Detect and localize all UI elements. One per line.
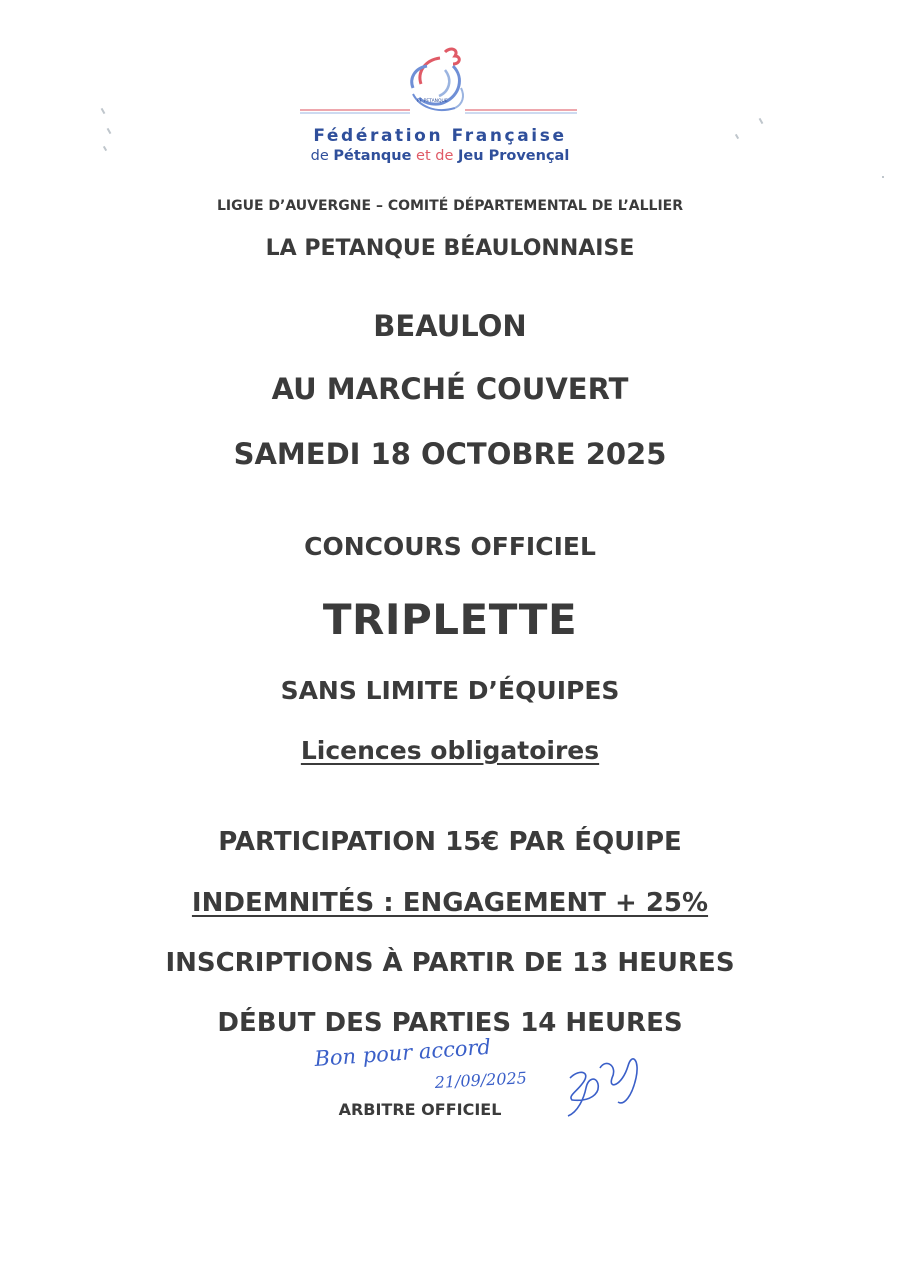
club-name: LA PETANQUE BÉAULONNAISE	[265, 236, 635, 261]
event-venue: AU MARCHÉ COUVERT	[271, 372, 629, 406]
logo-small-text: FF PETANQUE	[417, 99, 448, 104]
handwritten-date: 21/09/2025	[434, 1068, 528, 1092]
scan-speck	[101, 108, 106, 114]
handwritten-note: Bon pour accord	[313, 1038, 492, 1071]
start-time: DÉBUT DES PARTIES 14 HEURES	[217, 1008, 683, 1038]
competition-format: TRIPLETTE	[322, 595, 578, 644]
licence-requirement: Licences obligatoires	[300, 736, 600, 765]
participation-fee: PARTICIPATION 15€ PAR ÉQUIPE	[218, 827, 682, 857]
rooster-logo-icon	[295, 44, 585, 124]
event-date: SAMEDI 18 OCTOBRE 2025	[233, 437, 667, 471]
competition-type: CONCOURS OFFICIEL	[304, 532, 596, 561]
team-limit: SANS LIMITE D’ÉQUIPES	[280, 676, 620, 705]
federation-name-line1: Fédération Française	[313, 126, 567, 146]
scan-speck	[103, 146, 107, 151]
scan-speck	[107, 128, 112, 134]
league-heading: LIGUE D’AUVERGNE – COMITÉ DÉPARTEMENTAL DE L’ALLIER	[216, 198, 683, 214]
prize-info: INDEMNITÉS : ENGAGEMENT + 25%	[191, 888, 709, 918]
scan-speck	[882, 176, 884, 178]
event-town: BEAULON	[373, 309, 527, 343]
scan-speck	[735, 134, 739, 139]
federation-name-line2: de Pétanque et de Jeu Provençal	[310, 148, 570, 164]
referee-label: ARBITRE OFFICIEL	[338, 1100, 502, 1119]
scan-speck	[759, 118, 764, 124]
ffpjp-logo	[295, 44, 585, 169]
registration-time: INSCRIPTIONS À PARTIR DE 13 HEURES	[165, 948, 735, 978]
